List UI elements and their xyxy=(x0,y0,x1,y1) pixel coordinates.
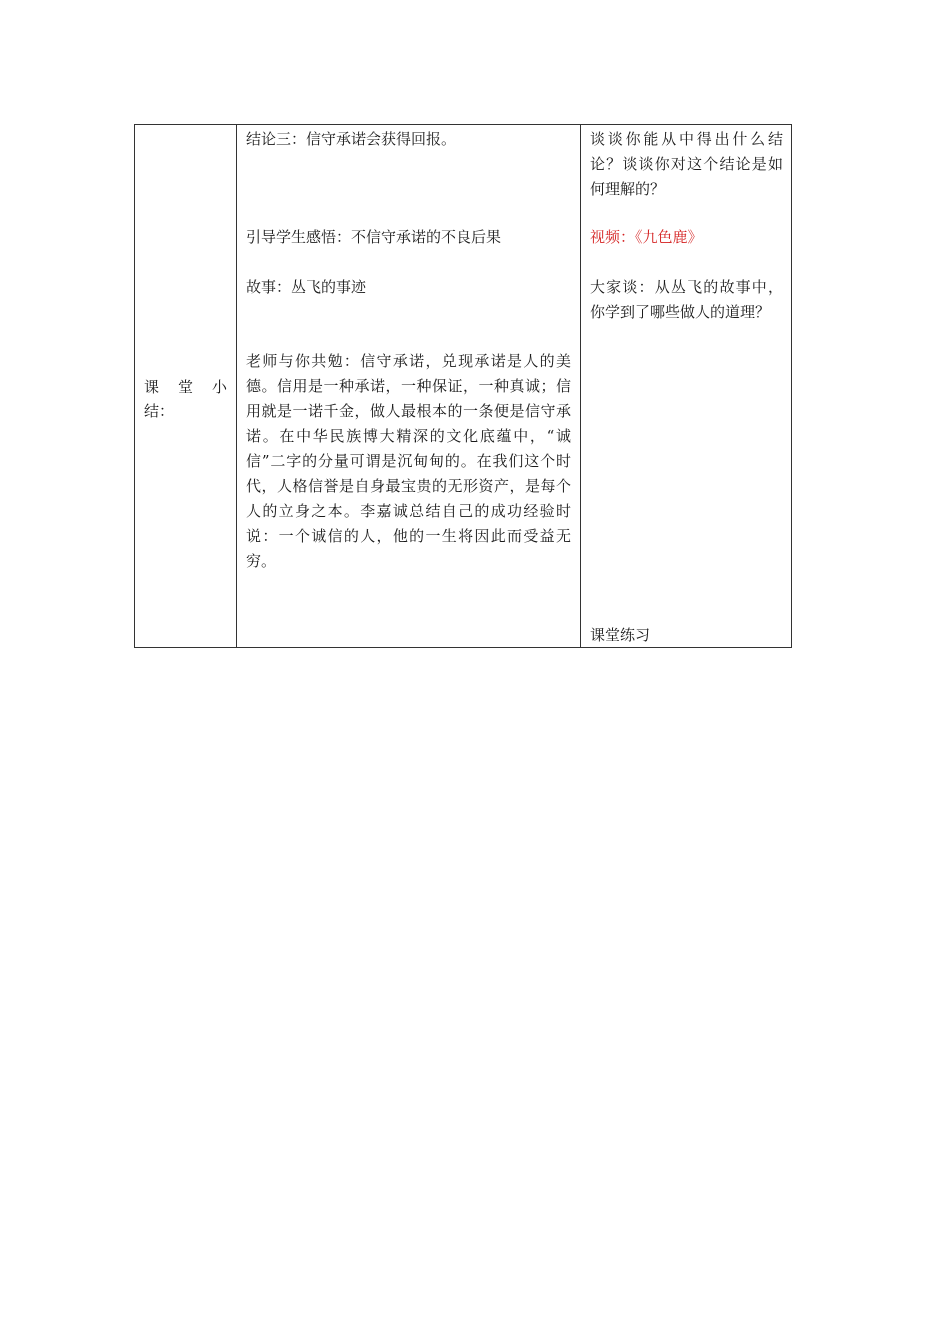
section-label xyxy=(144,375,227,423)
student-activity-cell xyxy=(581,125,792,648)
group-discussion: 大家谈：从丛飞的故事中，你学到了哪些做人的道理？ xyxy=(590,278,783,321)
teacher-encouragement: 老师与你共勉：信守承诺，兑现承诺是人的美德。信用是一种承诺，一种保证，一种真诚；信用就是一诺千金，做人最根本的一条便是信守承诺。在中华民族博大精深的文化底蕴中，“诚信”二字的分量可谓是沉甸甸的。在我们这个时代，人格信誉是自身最宝贵的无形资产，是每个人的立身之本。李嘉诚总结自己的成功经验时说：一个诚信的人，他的一生将因此而受益无穷。 xyxy=(246,352,571,570)
section-label-cell xyxy=(135,125,237,648)
lesson-plan-table xyxy=(134,124,792,648)
label-line2: 结： xyxy=(144,402,175,420)
video-title: 视频：《九色鹿》 xyxy=(590,228,703,246)
label-char: 堂 xyxy=(177,378,193,396)
teaching-content-cell xyxy=(237,125,581,648)
discussion-question: 谈谈你能从中得出什么结论？谈谈你对这个结论是如何理解的？ xyxy=(590,130,783,198)
class-practice: 课堂练习 xyxy=(590,626,651,644)
label-char: 小 xyxy=(211,378,227,396)
story-title: 故事：丛飞的事迹 xyxy=(246,278,367,296)
guide-reflection: 引导学生感悟：不信守承诺的不良后果 xyxy=(246,228,502,246)
summary-row xyxy=(135,125,792,648)
label-char: 课 xyxy=(144,378,160,396)
conclusion-three: 结论三：信守承诺会获得回报。 xyxy=(246,130,457,148)
